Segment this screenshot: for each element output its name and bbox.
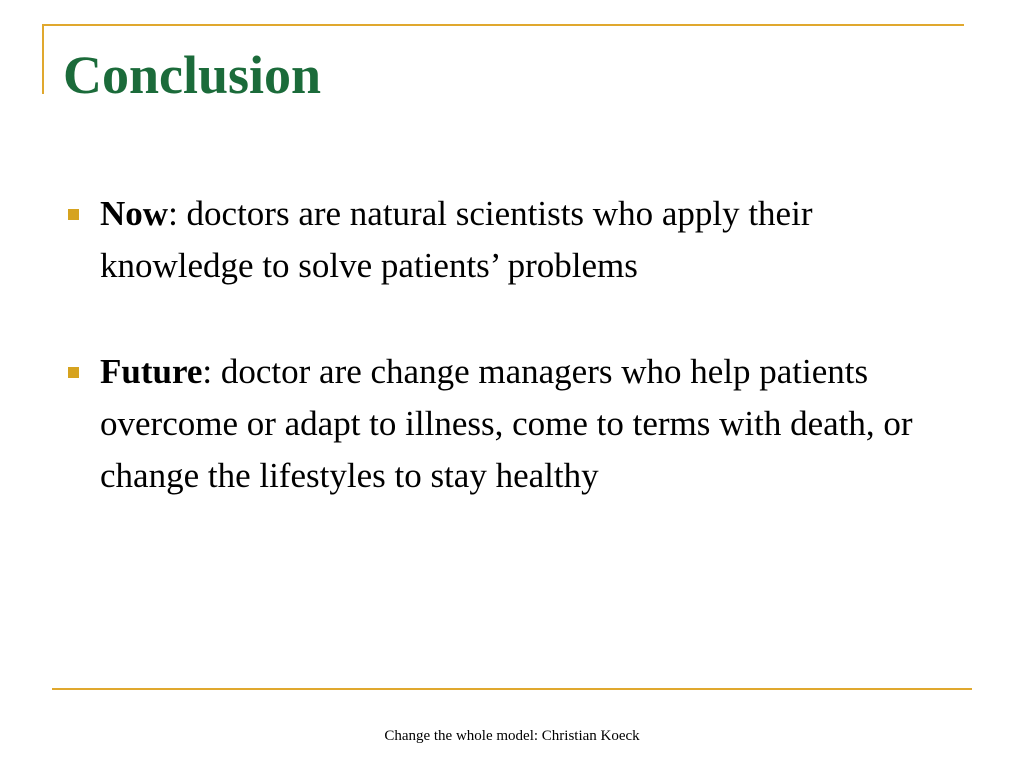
bullet-text: : doctors are natural scientists who apply their knowledge to solve patients’ problems <box>100 194 813 285</box>
slide-title: Conclusion <box>63 45 322 105</box>
slide-footer: Change the whole model: Christian Koeck <box>384 728 640 744</box>
top-accent-line <box>42 24 964 26</box>
bullet-item-now <box>62 188 962 292</box>
bullet-term: Now <box>100 194 169 233</box>
bullet-text: : doctor are change managers who help patients overcome or adapt to illness, come to terms with death, or change the lifestyles to stay healthy <box>100 352 913 495</box>
bullet-list <box>62 188 962 556</box>
bullet-item-future <box>62 346 962 502</box>
bullet-term: Future <box>100 352 203 391</box>
square-bullet-icon <box>68 367 79 378</box>
square-bullet-icon <box>68 209 79 220</box>
left-accent-line <box>42 24 44 94</box>
bottom-accent-line <box>52 688 972 690</box>
